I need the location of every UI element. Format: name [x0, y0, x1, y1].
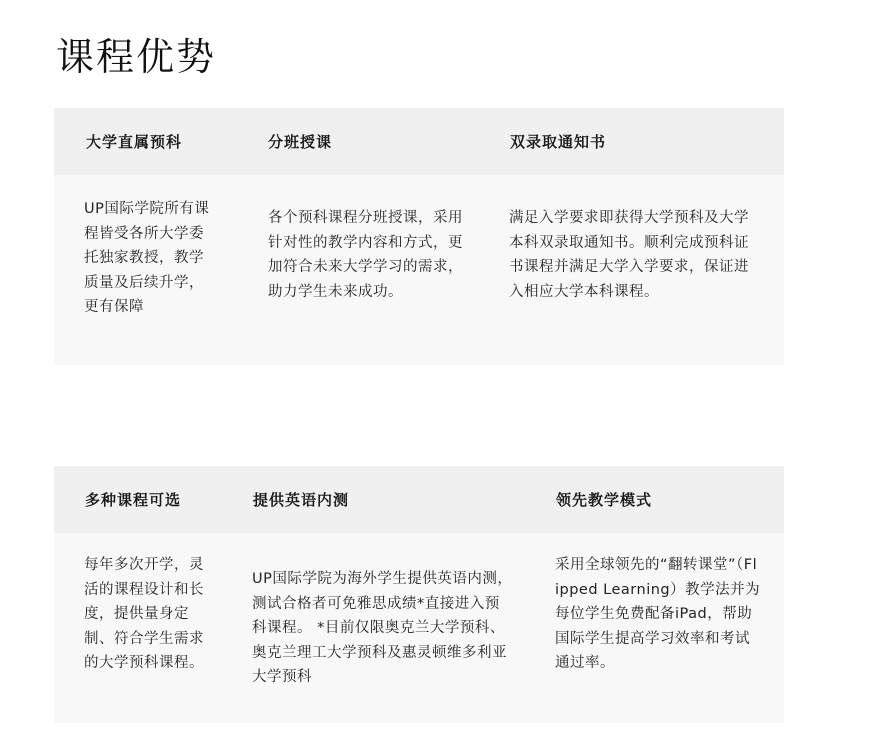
table-header-cell: 多种课程可选 [85, 491, 182, 509]
table-header-row [54, 108, 784, 175]
table-header-row [54, 466, 784, 533]
table-header-cell: 领先教学模式 [556, 491, 653, 509]
table-header-cell: 提供英语内测 [253, 491, 350, 509]
table-header-cell: 分班授课 [268, 133, 333, 151]
table-header-cell: 大学直属预科 [86, 133, 183, 151]
table-cell: 满足入学要求即获得大学预科及大学本科双录取通知书。顺利完成预科证书课程并满足大学入学要求，保证进入相应大学本科课程。 [509, 210, 749, 300]
advantages-table-1 [54, 108, 784, 365]
table-cell: UP国际学院为海外学生提供英语内测，测试合格者可免雅思成绩*直接进入预科课程。 *目前仅限奥克兰大学预科、奥克兰理工大学预科及惠灵顿维多利亚大学预科 [252, 571, 513, 685]
table-cell: 各个预科课程分班授课，采用针对性的教学内容和方式，更加符合未来大学学习的需求，助力学生未来成功。 [268, 210, 463, 300]
table-cell: 采用全球领先的“翻转课堂”（Flipped Learning）教学法并为每位学生免费配备iPad，帮助国际学生提高学习效率和考试通过率。 [555, 557, 761, 671]
table-header-cell: 双录取通知书 [510, 133, 607, 151]
table-body-row [54, 533, 784, 723]
page-title: 课程优势 [56, 35, 217, 79]
advantages-table-2 [54, 466, 784, 723]
table-cell: 每年多次开学，灵活的课程设计和长度，提供量身定制、符合学生需求的大学预科课程。 [84, 557, 204, 671]
table-cell: UP国际学院所有课程皆受各所大学委托独家教授，教学质量及后续升学，更有保障 [84, 201, 210, 315]
table-body-row [54, 175, 784, 365]
